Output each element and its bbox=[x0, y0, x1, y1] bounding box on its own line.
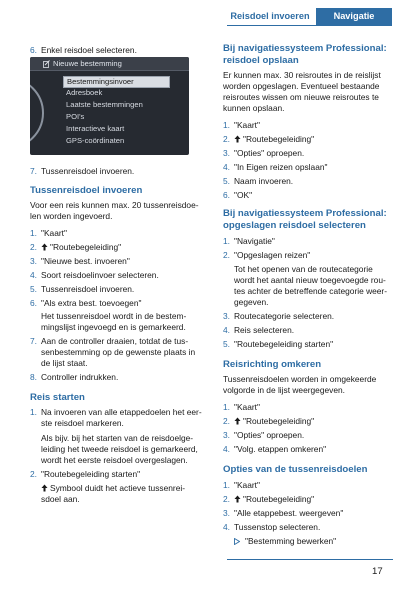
note-line: Tot het openen van de routecategorie bbox=[234, 264, 373, 274]
note-line: mingslijst ingevoegd en is gemarkeerd. bbox=[41, 322, 186, 332]
paragraph-line: volgorde in de lijst weergegeven. bbox=[223, 385, 345, 395]
idrive-screen-image bbox=[30, 57, 189, 155]
section-heading: reisdoel opslaan bbox=[223, 55, 299, 66]
screen-title: Nieuwe bestemming bbox=[53, 59, 122, 68]
menu-item: Adresboek bbox=[66, 88, 103, 97]
header-rule bbox=[227, 25, 392, 26]
menu-item: Laatste bestemmingen bbox=[66, 100, 143, 109]
chapter-tab: Navigatie bbox=[316, 8, 392, 25]
paragraph-line: len worden ingevoerd. bbox=[30, 211, 113, 221]
paragraph-line: reisroutes wissen om nieuwe reisroutes te bbox=[223, 92, 379, 102]
section-heading: Bij navigatiessysteem Professional: bbox=[223, 43, 387, 54]
paragraph-line: kunnen opslaan. bbox=[223, 103, 285, 113]
route-guidance-icon bbox=[234, 417, 241, 425]
section-heading: Reisrichting omkeren bbox=[223, 359, 322, 370]
page-header bbox=[0, 8, 416, 25]
note-line: Als bijv. bij het starten van de reisdoelge- bbox=[41, 433, 194, 443]
menu-item: GPS-coördinaten bbox=[66, 136, 125, 145]
route-guidance-icon bbox=[234, 495, 241, 503]
note-line: wordt het eerste reisdoel overgeslagen. bbox=[41, 455, 188, 465]
note-line: tes achter de betreffende categorie weer- bbox=[234, 286, 388, 296]
menu-item: POI's bbox=[66, 112, 85, 121]
paragraph-line: Tussenreisdoelen worden in omgekeerde bbox=[223, 374, 377, 384]
route-guidance-icon bbox=[234, 135, 241, 143]
triangle-bullet-icon bbox=[234, 538, 240, 545]
controller-arc bbox=[30, 77, 44, 149]
note-line: sdoel aan. bbox=[41, 494, 80, 504]
note-line: Symbool duidt het actieve tussenrei- bbox=[41, 483, 185, 494]
note-line: gegeven. bbox=[234, 297, 269, 307]
paragraph-line: worden opgeslagen. Eventueel bestaande bbox=[223, 81, 380, 91]
section-heading: Opties van de tussenreisdoelen bbox=[223, 464, 368, 475]
menu-item-selected: Bestemmingsinvoer bbox=[63, 76, 170, 88]
screen-title-bar bbox=[30, 57, 189, 71]
section-heading: Bij navigatiessysteem Professional: bbox=[223, 208, 387, 219]
section-heading: Reis starten bbox=[30, 392, 85, 403]
page-number: 17 bbox=[372, 566, 383, 577]
section-heading: opgeslagen reisdoel selecteren bbox=[223, 220, 366, 231]
note-line: Het tussenreisdoel wordt in de bestem- bbox=[41, 311, 187, 321]
list-item-line: senbestemming op de gewenste plaats in bbox=[41, 347, 196, 357]
list-item-line: ste reisdoel markeren. bbox=[41, 418, 124, 428]
section-label: Reisdoel invoeren bbox=[230, 11, 310, 21]
paragraph-line: Er kunnen max. 30 reisroutes in de reislijst bbox=[223, 70, 381, 80]
menu-item: Interactieve kaart bbox=[66, 124, 125, 133]
note-line: leiding het tweede reisdoel is gemarkeerd, bbox=[41, 444, 198, 454]
route-guidance-icon bbox=[41, 484, 48, 492]
note-line: wordt het aantal nieuw toegevoegde rou- bbox=[234, 275, 386, 285]
list-item-line: de lijst staat. bbox=[41, 358, 88, 368]
edit-icon bbox=[43, 60, 50, 68]
section-heading: Tussenreisdoel invoeren bbox=[30, 185, 143, 196]
paragraph-line: Voor een reis kunnen max. 20 tussenreisdoe- bbox=[30, 200, 199, 210]
footer-rule bbox=[227, 559, 393, 560]
route-guidance-icon bbox=[41, 243, 48, 251]
